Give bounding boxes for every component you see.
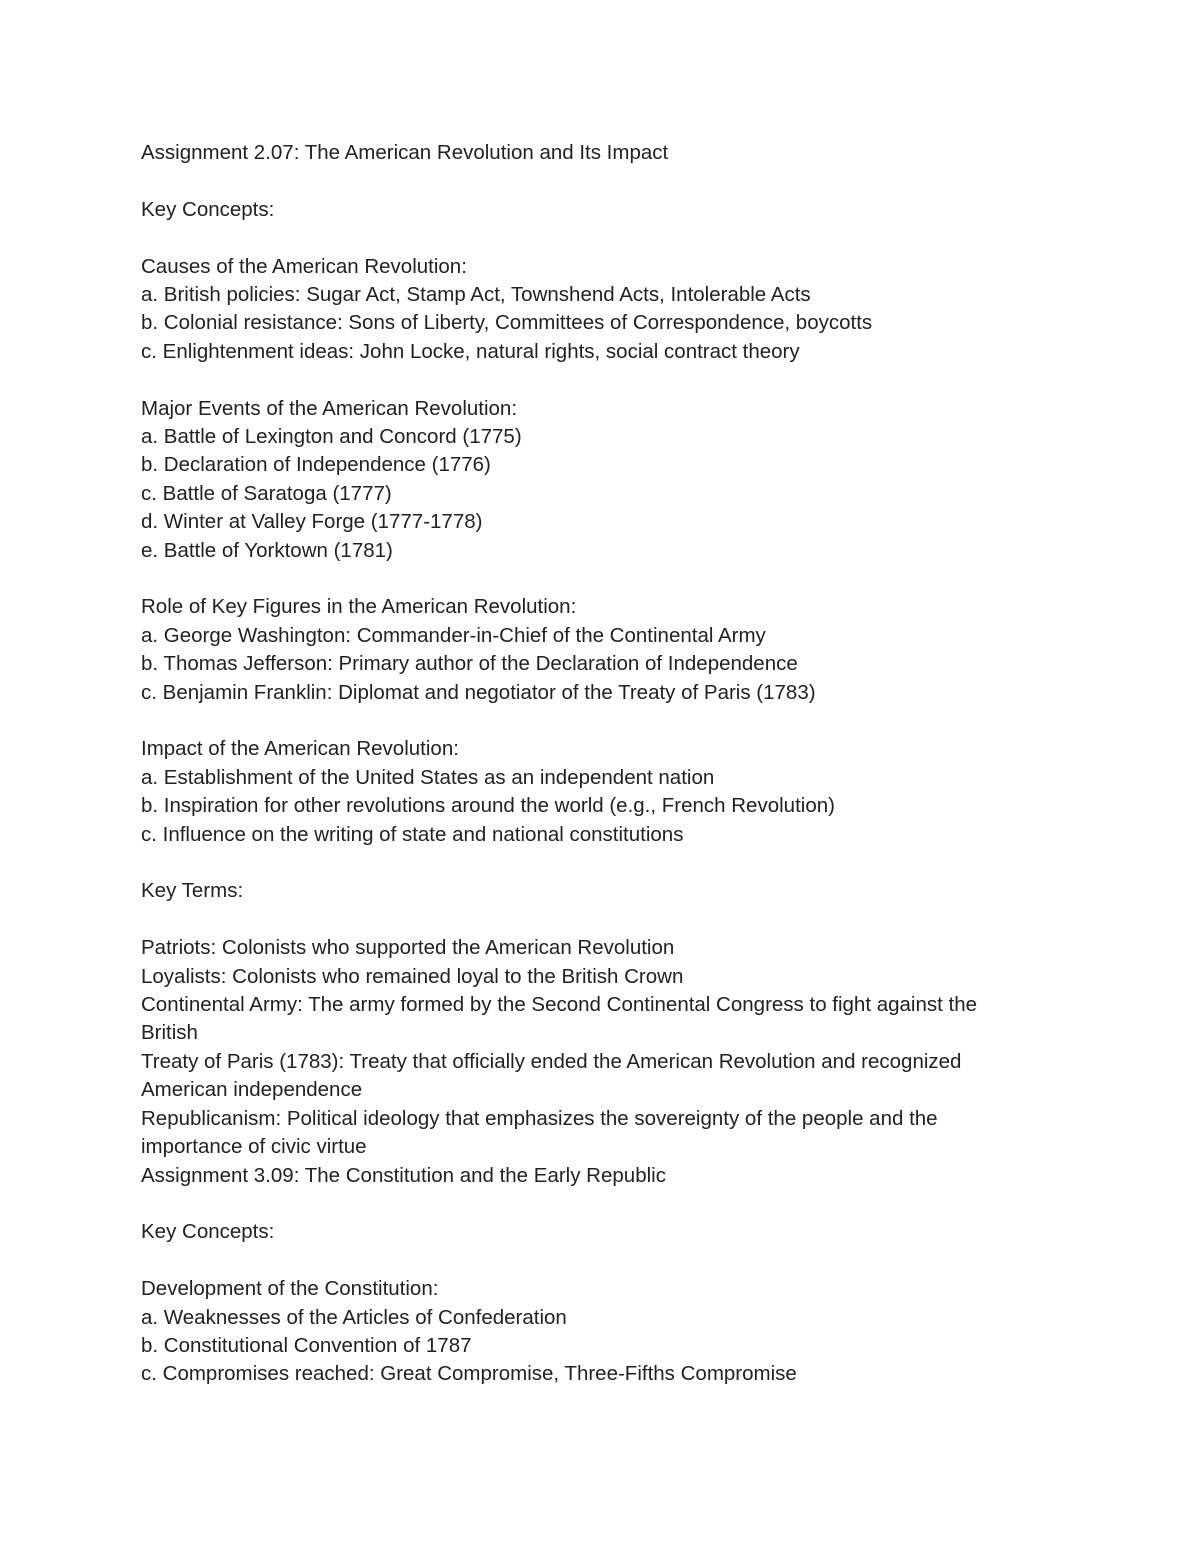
figures-item: b. Thomas Jefferson: Primary author of the Declaration of Independence bbox=[141, 652, 798, 676]
events-item: c. Battle of Saratoga (1777) bbox=[141, 481, 392, 505]
constitution-item: c. Compromises reached: Great Compromise, Three-Fifths Compromise bbox=[141, 1362, 797, 1386]
causes-item: a. British policies: Sugar Act, Stamp Act, Townshend Acts, Intolerable Acts bbox=[141, 283, 811, 306]
spacer bbox=[141, 707, 1041, 735]
constitution-heading: Development of the Constitution: bbox=[141, 1277, 439, 1301]
constitution-item: a. Weaknesses of the Articles of Confederation bbox=[141, 1305, 567, 1329]
term-line: American independence bbox=[141, 1078, 363, 1102]
events-item: b. Declaration of Independence (1776) bbox=[141, 453, 491, 477]
spacer bbox=[141, 849, 1041, 877]
causes-item: c. Enlightenment ideas: John Locke, natural rights, social contract theory bbox=[141, 339, 800, 363]
section-label: Key Concepts: bbox=[141, 1220, 275, 1244]
events-item: a. Battle of Lexington and Concord (1775) bbox=[141, 425, 522, 449]
term-line: importance of civic virtue bbox=[141, 1135, 367, 1159]
term-line: Treaty of Paris (1783): Treaty that officially ended the American Revolution and recognized bbox=[141, 1049, 962, 1073]
constitution-item: b. Constitutional Convention of 1787 bbox=[141, 1333, 472, 1357]
impact-item: b. Inspiration for other revolutions around the world (e.g., French Revolution) bbox=[141, 794, 835, 818]
spacer bbox=[141, 366, 1041, 394]
impact-heading: Impact of the American Revolution: bbox=[141, 737, 459, 761]
impact-item: a. Establishment of the United States as an independent nation bbox=[141, 765, 715, 789]
spacer bbox=[141, 167, 1041, 195]
section-label: Key Concepts: bbox=[141, 197, 275, 221]
spacer bbox=[141, 565, 1041, 593]
causes-item: b. Colonial resistance: Sons of Liberty, Committees of Correspondence, boycotts bbox=[141, 311, 873, 335]
term-line: Republicanism: Political ideology that emphasizes the sovereignty of the people and the bbox=[141, 1106, 938, 1130]
term-line: Continental Army: The army formed by the Second Continental Congress to fight against the bbox=[141, 993, 978, 1017]
impact-item: c. Influence on the writing of state and national constitutions bbox=[141, 822, 684, 846]
figures-item: a. George Washington: Commander-in-Chief of the Continental Army bbox=[141, 623, 766, 647]
document-page bbox=[141, 139, 1041, 1389]
spacer bbox=[141, 224, 1041, 252]
events-heading: Major Events of the American Revolution: bbox=[141, 396, 518, 420]
spacer bbox=[141, 1247, 1041, 1275]
assignment-title: Assignment 2.07: The American Revolution and Its Impact bbox=[141, 141, 669, 164]
events-item: d. Winter at Valley Forge (1777-1778) bbox=[141, 510, 483, 534]
figures-heading: Role of Key Figures in the American Revolution: bbox=[141, 595, 577, 619]
causes-heading: Causes of the American Revolution: bbox=[141, 254, 467, 278]
spacer bbox=[141, 906, 1041, 934]
term-line: Loyalists: Colonists who remained loyal to the British Crown bbox=[141, 964, 684, 988]
term-line: British bbox=[141, 1021, 198, 1045]
assignment-title: Assignment 3.09: The Constitution and the Early Republic bbox=[141, 1163, 666, 1187]
key-terms-heading: Key Terms: bbox=[141, 879, 244, 903]
spacer bbox=[141, 1190, 1041, 1218]
figures-item: c. Benjamin Franklin: Diplomat and negotiator of the Treaty of Paris (1783) bbox=[141, 680, 816, 704]
term-line: Patriots: Colonists who supported the American Revolution bbox=[141, 936, 675, 960]
events-item: e. Battle of Yorktown (1781) bbox=[141, 538, 393, 562]
